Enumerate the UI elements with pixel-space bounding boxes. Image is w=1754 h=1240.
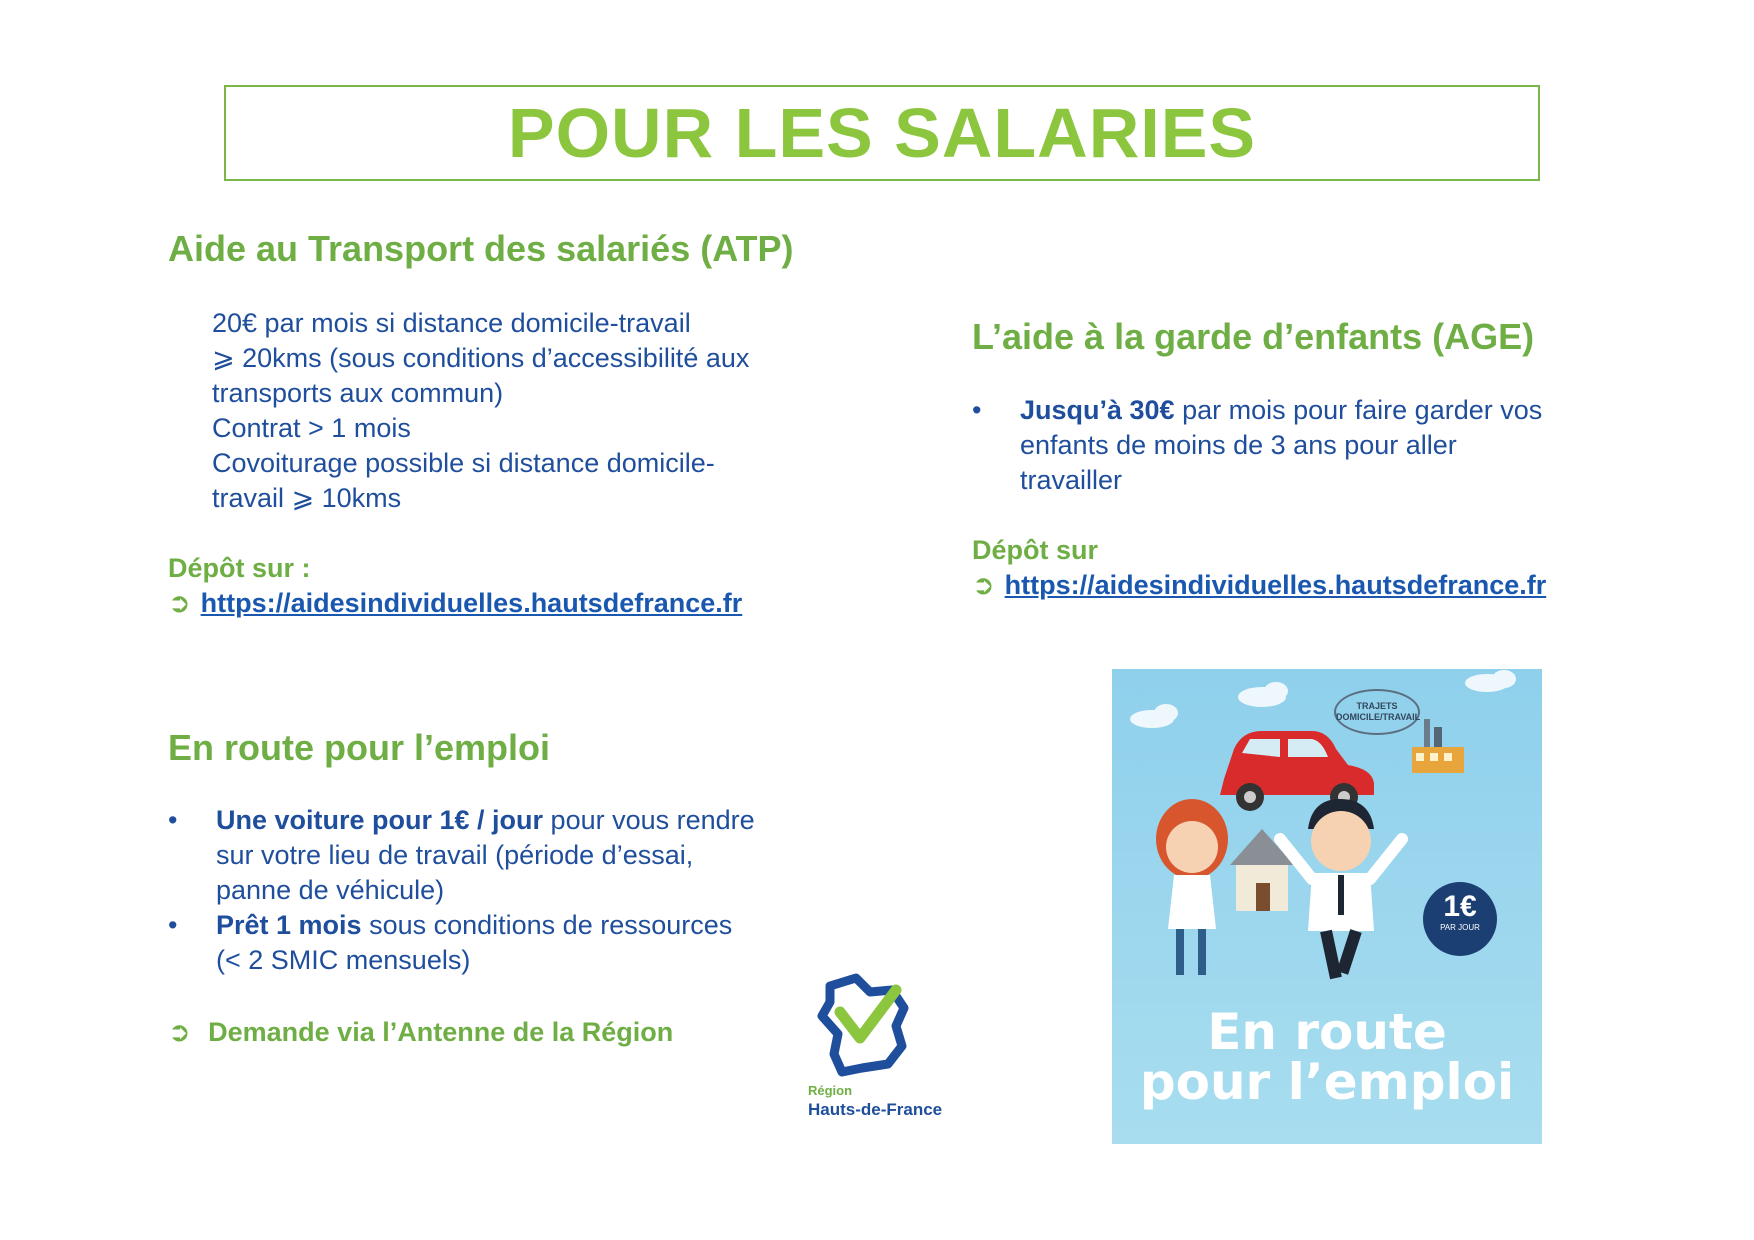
man-icon [1280,799,1402,979]
route-demande: Demande via l’Antenne de la Région [208,1017,674,1047]
list-item [972,393,1612,498]
route-title: En route pour l’emploi [168,727,551,768]
route-bold: Une voiture pour 1€ / jour [216,805,544,835]
cloud-icon [1130,670,1516,728]
price-unit: PAR JOUR [1440,923,1480,932]
atp-depot-label: Dépôt sur : [168,553,311,583]
price-value: 1€ [1443,890,1477,923]
atp-line: 20€ par mois si distance domicile-travail [212,308,691,338]
poster-illustration [1112,669,1542,1144]
atp-link[interactable]: https://aidesindividuelles.hautsdefrance.fr [200,588,743,618]
poster-title-line: En route [1207,1003,1447,1061]
stamp-line: TRAJETS [1356,701,1398,711]
age-description [972,393,1612,498]
atp-description [212,306,812,516]
atp-line: ⩾ 20kms (sous conditions d’accessibilité aux [212,343,750,373]
route-line: panne de véhicule) [216,875,445,905]
arrow-icon: ➲ [168,588,191,618]
age-line: travailler [1020,465,1123,495]
atp-line: Covoiturage possible si distance domicile- [212,448,715,478]
region-logo [808,968,958,1128]
poster-title-line: pour l’emploi [1139,1053,1515,1111]
title-box [224,85,1540,181]
atp-line: travail ⩾ 10kms [212,483,402,513]
woman-icon [1156,799,1228,975]
route-rest: sous conditions de ressources [361,910,733,940]
age-depot-label: Dépôt sur [972,535,1099,565]
poster-title [1112,1003,1542,1111]
page-title: POUR LES SALARIES [507,94,1257,172]
list-item [168,908,818,978]
route-line: (< 2 SMIC mensuels) [216,945,471,975]
route-rest: pour vous rendre [543,805,755,835]
route-bold: Prêt 1 mois [216,910,362,940]
factory-icon [1412,719,1464,773]
atp-line: Contrat > 1 mois [212,413,411,443]
car-icon [1220,731,1374,811]
price-badge [1423,882,1497,956]
age-link[interactable]: https://aidesindividuelles.hautsdefrance.fr [1004,570,1547,600]
bullet-icon: • [168,910,178,940]
logo-region-label: Région [808,1083,853,1098]
route-demande-row [168,1015,673,1050]
stamp-line: DOMICILE/TRAVAIL [1336,712,1421,722]
atp-line: transports aux commun) [212,378,504,408]
age-line: enfants de moins de 3 ans pour aller [1020,430,1457,460]
arrow-icon: ➲ [168,1017,191,1047]
route-description [168,803,818,978]
trajets-stamp [1334,689,1420,735]
atp-link-row [168,586,742,621]
atp-title: Aide au Transport des salariés (ATP) [168,228,794,269]
age-rest: par mois pour faire garder vos [1174,395,1543,425]
logo-region-name: Hauts-de-France [808,1100,943,1119]
bullet-icon: • [972,395,982,425]
age-link-row [972,568,1546,603]
age-bold: Jusqu’à 30€ [1020,395,1175,425]
list-item [168,803,818,908]
france-map-icon [808,968,918,1078]
age-title: L’aide à la garde d’enfants (AGE) [972,316,1535,357]
bullet-icon: • [168,805,178,835]
route-line: sur votre lieu de travail (période d’essai, [216,840,694,870]
arrow-icon: ➲ [972,570,995,600]
